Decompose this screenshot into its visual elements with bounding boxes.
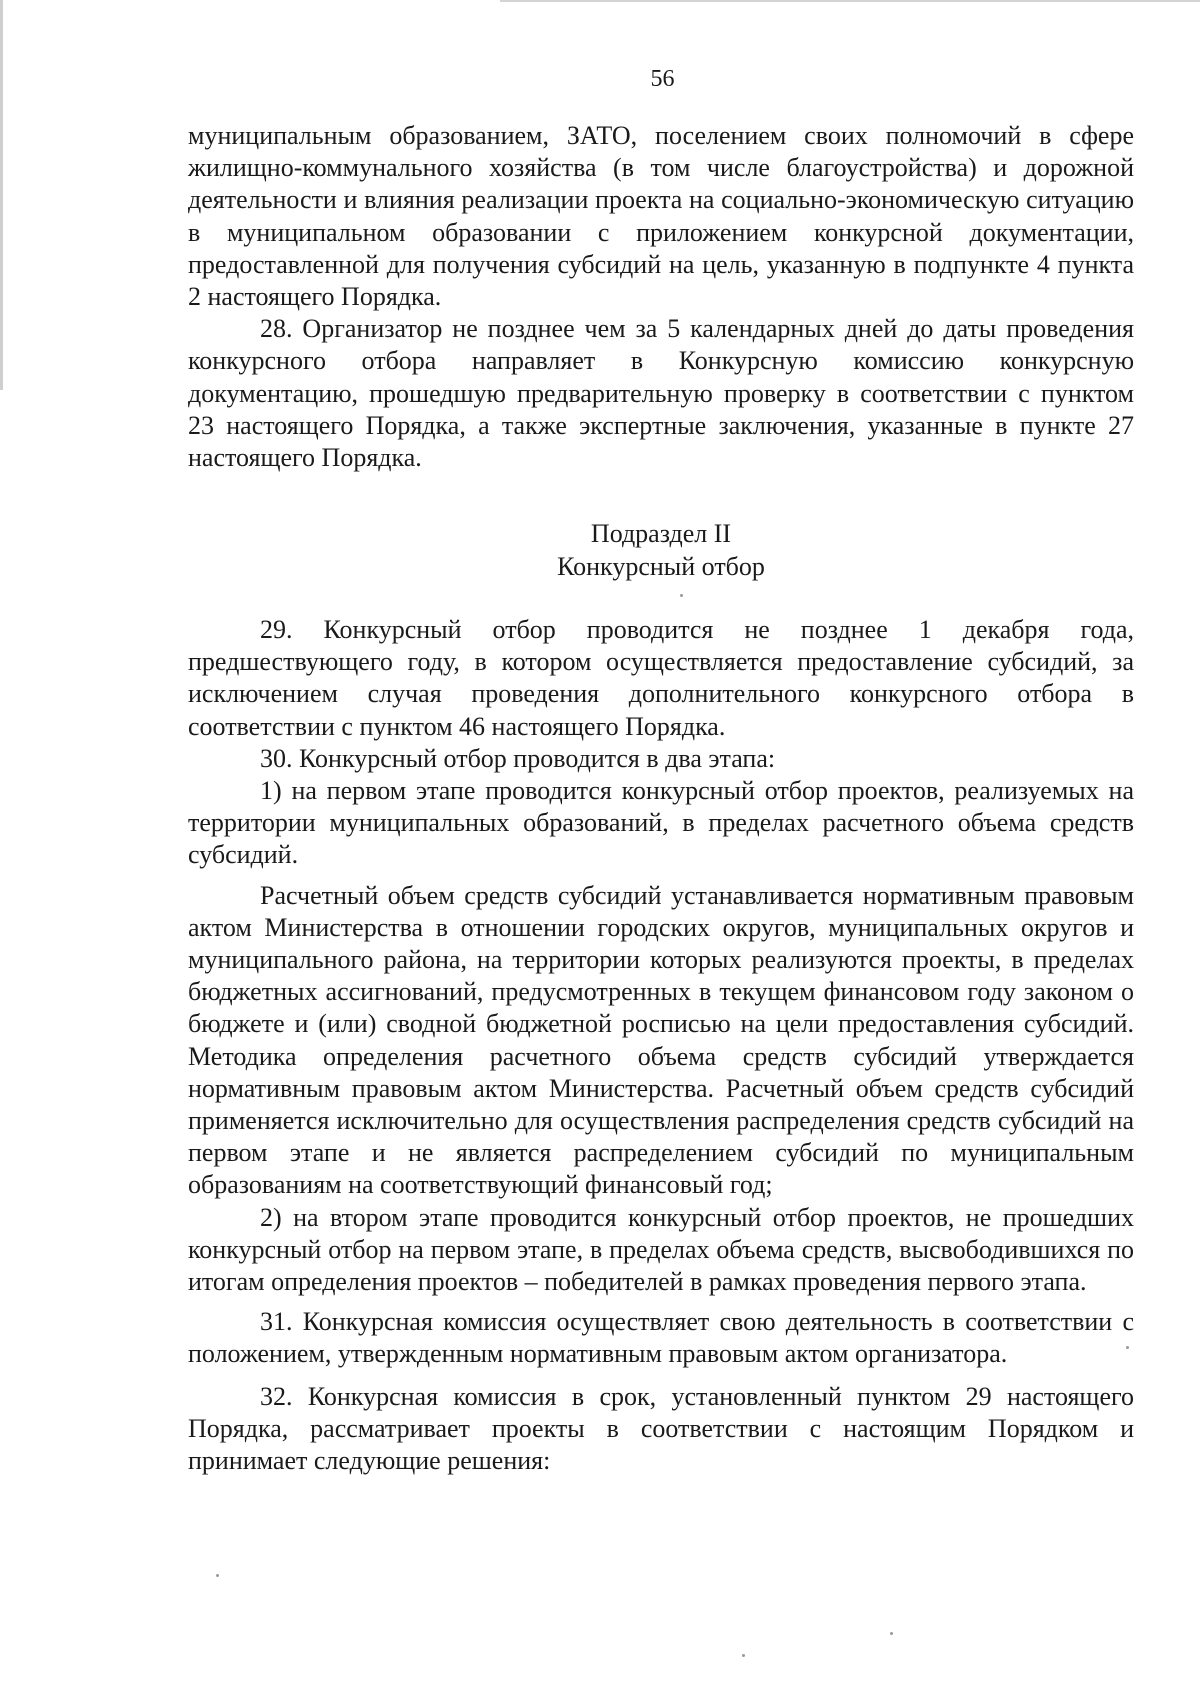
subsection-label: Подраздел II xyxy=(590,519,732,548)
scan-edge-left xyxy=(0,0,3,390)
scan-speck xyxy=(216,1574,219,1577)
section-heading xyxy=(188,517,1134,583)
paragraph-30-item-1: 1) на первом этапе проводится конкурсный отбор проектов, реализуемых на территории муниципальных образований, в пределах расчетного объема средств субсидий. xyxy=(188,776,1134,870)
page-number: 56 xyxy=(650,66,675,92)
subsection-title: Конкурсный отбор xyxy=(557,552,765,581)
text-block-bottom xyxy=(188,614,1134,1477)
text-block-top xyxy=(188,120,1134,474)
paragraph-continuation: муниципальным образованием, ЗАТО, поселением своих полномочий в сфере жилищно-коммунального хозяйства (в том числе благоустройства) и дорожной деятельности и влияния реализации проекта на социально-экономическую ситуацию в муниципальном образовании с приложением конкурсной документации, предоставленной для получения субсидий на цель, указанную в подпункте 4 пункта 2 настоящего Порядка. xyxy=(188,121,1134,312)
paragraph-28: 28. Организатор не позднее чем за 5 календарных дней до даты проведения конкурсного отбора направляет в Конкурсную комиссию конкурсную документацию, прошедшую предварительную проверку в соответствии с пунктом 23 настоящего Порядка, а также экспертные заключения, указанные в пункте 27 настоящего Порядка. xyxy=(188,314,1134,473)
paragraph-31: 31. Конкурсная комиссия осуществляет свою деятельность в соответствии с положением, утвержденным нормативным правовым актом организатора. xyxy=(188,1307,1134,1369)
scan-speck xyxy=(890,1632,893,1635)
scan-speck xyxy=(742,1654,745,1657)
scan-speck xyxy=(1126,1346,1129,1349)
scan-edge-top xyxy=(500,0,1200,2)
paragraph-30-estimate: Расчетный объем средств субсидий устанавливается нормативным правовым актом Министерства в отношении городских округов, муниципальных округов и муниципального района, на территории которых реализуются проекты, в пределах бюджетных ассигнований, предусмотренных в текущем финансовом году законом о бюджете и (или) сводной бюджетной росписью на цели предоставления субсидий. Методика определения расчетного объема средств субсидий утверждается нормативным правовым актом Министерства. Расчетный объем средств субсидий применяется исключительно для осуществления распределения средств субсидий на первом этапе и не является распределением субсидий по муниципальным образованиям на соответствующий финансовый год; xyxy=(188,880,1134,1200)
paragraph-30: 30. Конкурсный отбор проводится в два этапа: xyxy=(260,743,776,773)
paragraph-29: 29. Конкурсный отбор проводится не позднее 1 декабря года, предшествующего году, в котором осуществляется предоставление субсидий, за исключением случая проведения дополнительного конкурсного отбора в соответствии с пунктом 46 настоящего Порядка. xyxy=(188,615,1134,741)
paragraph-32: 32. Конкурсная комиссия в срок, установленный пунктом 29 настоящего Порядка, рассматривает проекты в соответствии с настоящим Порядком и принимает следующие решения: xyxy=(188,1381,1134,1476)
scan-speck xyxy=(680,594,683,597)
paragraph-30-item-2: 2) на втором этапе проводится конкурсный отбор проектов, не прошедших конкурсный отбор на первом этапе, в пределах объема средств, высвободившихся по итогам определения проектов – победителей в рамках проведения первого этапа. xyxy=(188,1202,1134,1297)
